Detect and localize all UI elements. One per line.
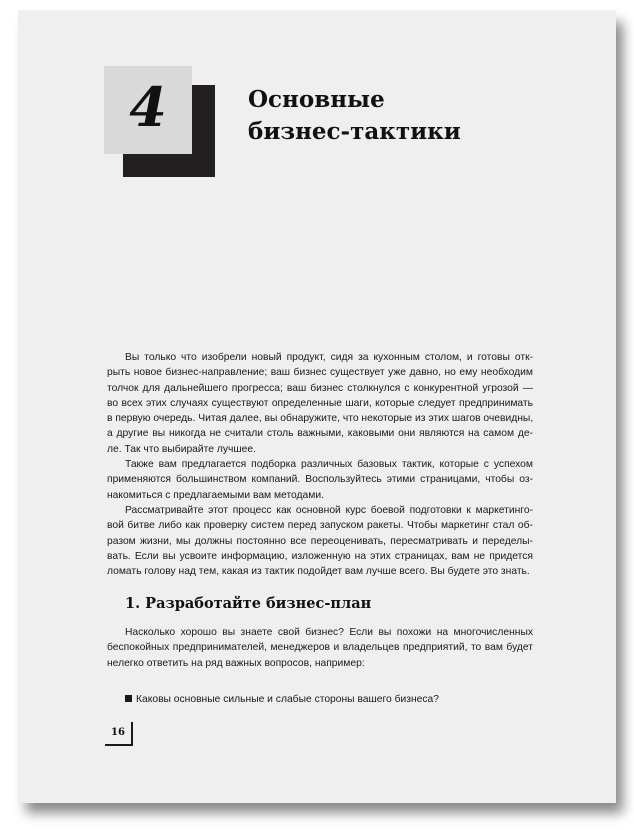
section-text [107, 625, 533, 671]
text-line: толчок для дальнейшего прогресса; ваш бизнес столкнулся с конкурентной угрозой — [107, 382, 533, 394]
chapter-number: 4 [129, 75, 167, 139]
text-line: ле. Так что выбирайте лучшее. [107, 443, 256, 455]
chapter-title-line-1: Основные [248, 86, 385, 113]
text-line: Также вам предлагается подборка различных базовых тактик, которые с успехом [125, 459, 533, 471]
bullet-text: Каковы основные сильные и слабые стороны вашего бизнеса? [136, 694, 440, 705]
book-page [18, 10, 616, 803]
text-line: вать. Если вы усвоите информацию, изложенную на этих страницах, вам не придется [107, 550, 533, 562]
text-line: Вы только что изобрели новый продукт, сидя за кухонным столом, и готовы отк- [125, 352, 533, 363]
text-line: во всех этих случаях существуют определенные шаги, которые следует предпринимать [107, 397, 533, 409]
section-heading: 1. Разработайте бизнес-план [125, 595, 372, 612]
text-line: накомиться с предлагаемыми вам методами. [107, 489, 324, 501]
text-line: разом жизни, мы должны постоянно все переоценивать, пересматривать и переделы- [107, 535, 533, 547]
bullet-item [125, 692, 439, 707]
text-line: Насколько хорошо вы знаете свой бизнес? Если вы похожи на многочисленных [125, 627, 533, 638]
text-line: ломать голову над тем, какая из тактик подойдет вам лучше всего. Вы будете это знать. [107, 566, 530, 578]
text-line: а другие вы никогда не считали столь важными, каковыми они являются на самом де- [107, 428, 533, 440]
text-line: Рассматривайте этот процесс как основной курс боевой подготовки к маркетинго- [125, 504, 533, 516]
chapter-title-line-2: бизнес-тактики [248, 118, 461, 145]
page-number: 16 [105, 722, 133, 746]
text-line: беспокойных предпринимателей, менеджеров и владельцев предприятий, то вам будет [107, 642, 533, 654]
bullet-square-icon [125, 695, 132, 702]
text-line: рыть новое бизнес-направление; ваш бизнес существует уже давно, но ему необходим [107, 367, 533, 379]
chapter-badge [104, 66, 192, 154]
text-line: нелегко ответить на ряд важных вопросов, например: [107, 657, 365, 669]
chapter-title [248, 84, 588, 148]
text-line: вой битве либо как проверку систем перед запуском ракеты. Чтобы маркетинг стал об- [107, 520, 533, 532]
text-line: в первую очередь. Читая далее, вы обнаружите, что некоторые из этих шагов очевидны, [107, 413, 534, 425]
text-line: применяются большинством компаний. Воспользуйтесь этими страницами, чтобы оз- [107, 474, 533, 486]
intro-text [107, 350, 533, 579]
